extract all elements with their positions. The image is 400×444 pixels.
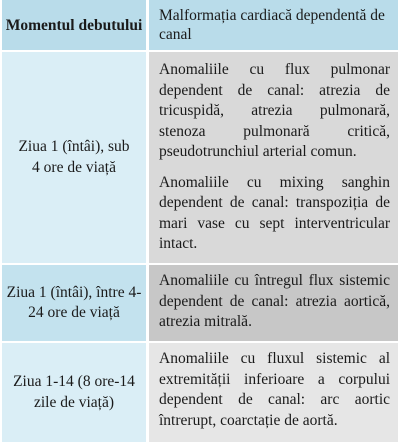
header-onset-label: Momentul debutului bbox=[5, 16, 143, 34]
row-2-onset: Ziua 1 (întâi), între 4-24 ore de viață bbox=[6, 283, 142, 321]
row-3-malformation-cell bbox=[149, 343, 398, 442]
header-malformation-cell bbox=[149, 0, 398, 50]
row-1-onset: Ziua 1 (întâi), sub 4 ore de viață bbox=[18, 138, 130, 176]
row-1-malformation-1: Anomaliile cu flux pulmonar dependent de canal: atrezia de tricuspidă, atrezia pulmonară, stenoza pulmonară critică, pseudotrunchiul arterial comun. bbox=[159, 61, 390, 160]
row-1-malformation-cell bbox=[149, 52, 398, 263]
row-2-malformation-cell bbox=[149, 265, 398, 341]
row-2-onset-cell bbox=[2, 265, 146, 341]
header-malformation-label: Malformația cardiacă dependentă de canal bbox=[159, 7, 385, 43]
row-1-malformation-2: Anomaliile cu mixing sanghin dependent de canal: transpoziția de mari vase cu sept interventricular intact. bbox=[159, 173, 390, 252]
row-2-malformation-1: Anomaliile cu întregul flux sistemic dependent de canal: atrezia aortică, atrezia mitrală. bbox=[159, 272, 390, 330]
row-3-malformation-1: Anomaliile cu fluxul sistemic al extremității inferioare a corpului dependent de canal: arc aortic întrerupt, coarctație de aortă. bbox=[159, 350, 390, 429]
row-3-onset-cell bbox=[2, 343, 146, 442]
row-3-onset: Ziua 1-14 (8 ore-14 zile de viață) bbox=[13, 373, 135, 411]
row-1-onset-cell bbox=[2, 52, 146, 263]
header-onset-cell bbox=[2, 0, 146, 50]
